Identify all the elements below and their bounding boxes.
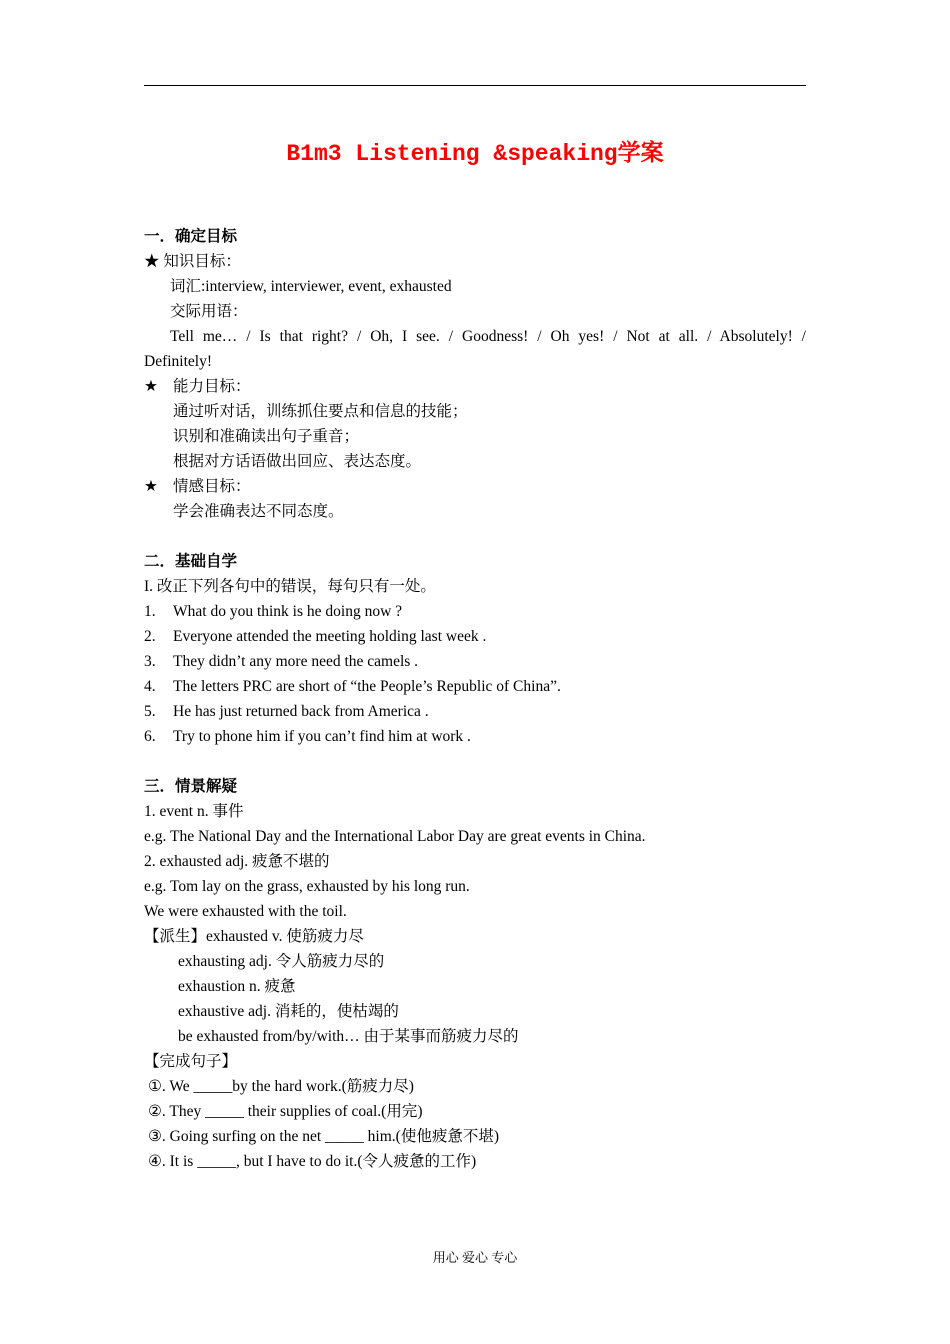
- emotion-goal-label: [144, 474, 806, 499]
- section2-heading: 二．基础自学: [144, 553, 238, 570]
- exercise-item: ③. Going surfing on the net _____ him.(使他疲惫不堪): [148, 1128, 499, 1145]
- emotion-item: 学会准确表达不同态度。: [173, 503, 344, 520]
- word2-example-2: We were exhausted with the toil.: [144, 903, 347, 920]
- list-item: 5. He has just returned back from America .: [144, 703, 429, 720]
- exercise-item: ②. They _____ their supplies of coal.(用完): [148, 1103, 423, 1120]
- exercise-item: ④. It is _____, but I have to do it.(令人疲惫的工作): [148, 1153, 477, 1170]
- emotion-label-text: 情感目标：: [173, 478, 251, 495]
- word1-definition: 1. event n. 事件: [144, 803, 244, 820]
- derivation-item: be exhausted from/by/with… 由于某事而筋疲力尽的: [178, 1028, 519, 1045]
- phrases-line-2: Definitely!: [144, 353, 213, 370]
- ability-item-2: 识别和准确读出句子重音；: [173, 428, 360, 445]
- document-title: B1m3 Listening &speaking学案: [286, 141, 664, 167]
- ability-item-1: 通过听对话，训练抓住要点和信息的技能；: [173, 403, 468, 420]
- star-icon: ★: [144, 478, 158, 495]
- list-item: 4. The letters PRC are short of “the People’s Republic of China”.: [144, 678, 561, 695]
- page-footer: 用心 爱心 专心: [432, 1250, 518, 1265]
- complete-sentences-label: 【完成句子】: [144, 1053, 238, 1070]
- header-rule: [144, 85, 806, 86]
- section2-instruction: I. 改正下列各句中的错误，每句只有一处。: [144, 578, 436, 595]
- document-body: [144, 224, 806, 1174]
- list-item: 1. What do you think is he doing now ?: [144, 603, 403, 620]
- word1-example: e.g. The National Day and the International Labor Day are great events in China.: [144, 828, 646, 845]
- section3-heading: 三．情景解疑: [144, 778, 238, 795]
- word2-definition: 2. exhausted adj. 疲惫不堪的: [144, 853, 330, 870]
- ability-item-3: 根据对方话语做出回应、表达态度。: [173, 453, 422, 470]
- knowledge-goal-label: ★ 知识目标：: [144, 253, 241, 270]
- vocab-line: 词汇:interview, interviewer, event, exhausted: [170, 278, 452, 295]
- derivation-item: exhaustion n. 疲惫: [178, 978, 296, 995]
- derivation-item: exhaustive adj. 消耗的，使枯竭的: [178, 1003, 399, 1020]
- ability-label-text: 能力目标：: [173, 378, 251, 395]
- ability-goal-label: [144, 374, 806, 399]
- list-item: 2. Everyone attended the meeting holding last week .: [144, 628, 487, 645]
- star-icon: ★: [144, 378, 158, 395]
- derivation-label: 【派生】exhausted v. 使筋疲力尽: [144, 928, 364, 945]
- word2-example-1: e.g. Tom lay on the grass, exhausted by his long run.: [144, 878, 470, 895]
- exercise-item: ①. We _____by the hard work.(筋疲力尽): [148, 1078, 414, 1095]
- list-item: 6. Try to phone him if you can’t find him at work .: [144, 728, 471, 745]
- phrases-line-1: Tell me… / Is that right? / Oh, I see. / Goodness! / Oh yes! / Not at all. / Absolutely! /: [170, 328, 806, 345]
- section1-heading: 一．确定目标: [144, 228, 238, 245]
- derivation-item: exhausting adj. 令人筋疲力尽的: [178, 953, 385, 970]
- phrases-label: 交际用语：: [170, 303, 248, 320]
- list-item: 3. They didn’t any more need the camels .: [144, 653, 419, 670]
